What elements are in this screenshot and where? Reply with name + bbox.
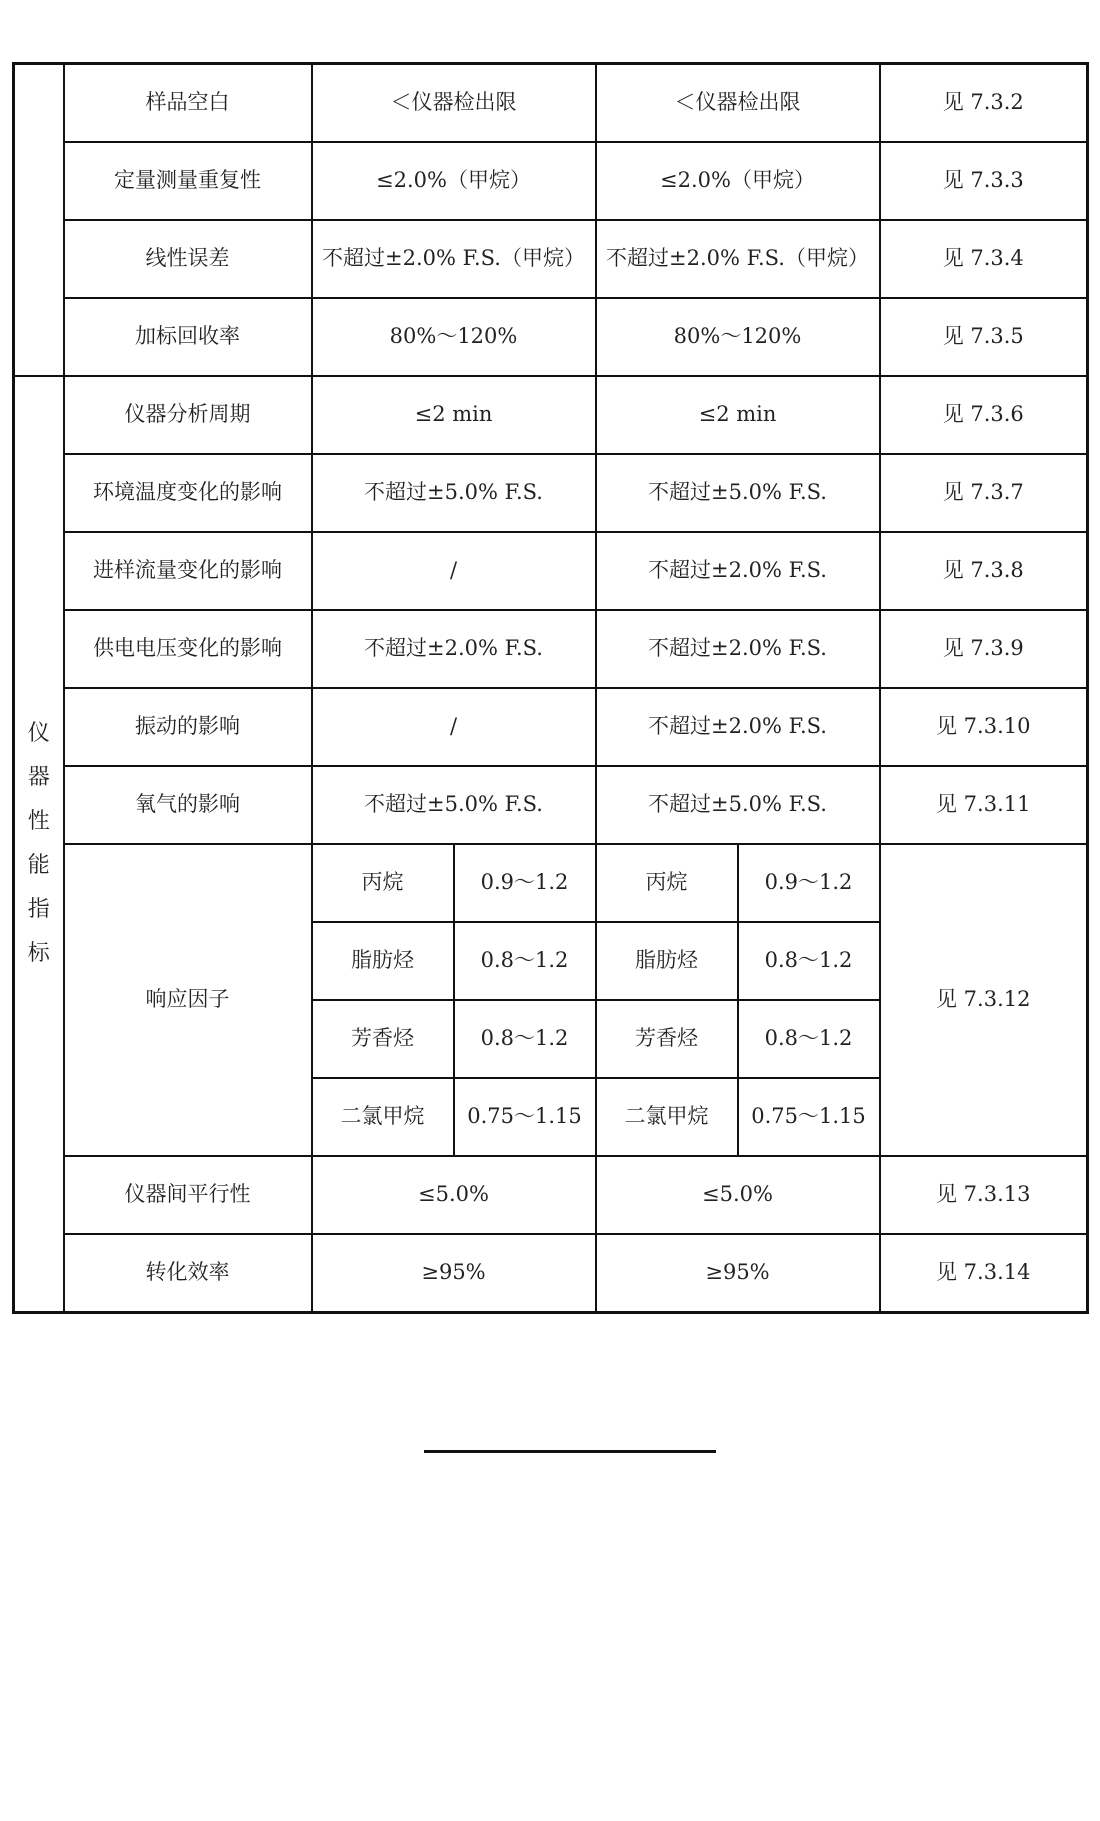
spec-b-cell: ＜仪器检出限	[596, 64, 880, 143]
spec-a-cell: ≥95%	[312, 1234, 596, 1313]
spec-b-cell: 不超过±2.0% F.S.	[596, 610, 880, 688]
table-row	[14, 376, 1088, 454]
ref-cell: 见 7.3.11	[880, 766, 1088, 844]
ref-cell: 见 7.3.13	[880, 1156, 1088, 1234]
spec-a-cell: ≤5.0%	[312, 1156, 596, 1234]
subitem-range-b: 0.75～1.15	[738, 1078, 880, 1156]
spec-b-cell: ≥95%	[596, 1234, 880, 1313]
item-cell: 加标回收率	[64, 298, 312, 376]
response-factor-label: 响应因子	[64, 844, 312, 1156]
group-label-char: 器	[27, 765, 50, 790]
ref-cell: 见 7.3.4	[880, 220, 1088, 298]
ref-cell: 见 7.3.14	[880, 1234, 1088, 1313]
subitem-range-a: 0.75～1.15	[454, 1078, 596, 1156]
spec-a-cell: 80%～120%	[312, 298, 596, 376]
group-label-char: 标	[27, 941, 50, 966]
item-cell: 定量测量重复性	[64, 142, 312, 220]
spec-table	[12, 62, 1089, 1314]
subitem-name-a: 脂肪烃	[312, 922, 454, 1000]
group-label-cell	[14, 376, 64, 1313]
spec-a-cell: ＜仪器检出限	[312, 64, 596, 143]
spec-a-cell: 不超过±5.0% F.S.	[312, 766, 596, 844]
group-label-char: 性	[27, 809, 50, 834]
spec-b-cell: 不超过±5.0% F.S.	[596, 766, 880, 844]
subitem-range-b: 0.8～1.2	[738, 1000, 880, 1078]
subitem-range-b: 0.9～1.2	[738, 844, 880, 922]
spec-a-cell: 不超过±5.0% F.S.	[312, 454, 596, 532]
spec-a-cell: ≤2.0%（甲烷）	[312, 142, 596, 220]
subitem-name-b: 丙烷	[596, 844, 738, 922]
table-row	[14, 454, 1088, 532]
spec-a-cell: 不超过±2.0% F.S.（甲烷）	[312, 220, 596, 298]
subitem-range-a: 0.9～1.2	[454, 844, 596, 922]
group-label-char: 仪	[27, 721, 50, 746]
spec-b-cell: ≤2 min	[596, 376, 880, 454]
subitem-range-b: 0.8～1.2	[738, 922, 880, 1000]
subitem-name-b: 脂肪烃	[596, 922, 738, 1000]
spec-b-cell: 不超过±2.0% F.S.	[596, 688, 880, 766]
spec-a-cell: ≤2 min	[312, 376, 596, 454]
item-cell: 进样流量变化的影响	[64, 532, 312, 610]
subitem-name-a: 二氯甲烷	[312, 1078, 454, 1156]
table-row	[14, 844, 1088, 922]
spec-b-cell: ≤2.0%（甲烷）	[596, 142, 880, 220]
ref-cell: 见 7.3.8	[880, 532, 1088, 610]
item-cell: 仪器间平行性	[64, 1156, 312, 1234]
spec-a-cell: 不超过±2.0% F.S.	[312, 610, 596, 688]
spec-a-cell: /	[312, 688, 596, 766]
group-label-cell-top	[14, 64, 64, 377]
subitem-range-a: 0.8～1.2	[454, 1000, 596, 1078]
ref-cell: 见 7.3.6	[880, 376, 1088, 454]
subitem-name-b: 二氯甲烷	[596, 1078, 738, 1156]
ref-cell: 见 7.3.2	[880, 64, 1088, 143]
item-cell: 样品空白	[64, 64, 312, 143]
table-row	[14, 688, 1088, 766]
item-cell: 振动的影响	[64, 688, 312, 766]
spec-b-cell: 不超过±5.0% F.S.	[596, 454, 880, 532]
response-factor-ref: 见 7.3.12	[880, 844, 1088, 1156]
table-row	[14, 298, 1088, 376]
subitem-name-a: 芳香烃	[312, 1000, 454, 1078]
group-label-vertical	[27, 712, 51, 976]
spec-b-cell: 不超过±2.0% F.S.	[596, 532, 880, 610]
group-label-char: 能	[27, 853, 50, 878]
table-row	[14, 220, 1088, 298]
group-label-char: 指	[27, 897, 50, 922]
item-cell: 转化效率	[64, 1234, 312, 1313]
table-row	[14, 610, 1088, 688]
subitem-name-a: 丙烷	[312, 844, 454, 922]
item-cell: 供电电压变化的影响	[64, 610, 312, 688]
subitem-name-b: 芳香烃	[596, 1000, 738, 1078]
table-row	[14, 532, 1088, 610]
document-end-line	[424, 1450, 716, 1453]
ref-cell: 见 7.3.10	[880, 688, 1088, 766]
item-cell: 氧气的影响	[64, 766, 312, 844]
table-row	[14, 142, 1088, 220]
item-cell: 仪器分析周期	[64, 376, 312, 454]
spec-b-cell: 不超过±2.0% F.S.（甲烷）	[596, 220, 880, 298]
spec-b-cell: 80%～120%	[596, 298, 880, 376]
item-cell: 线性误差	[64, 220, 312, 298]
spec-b-cell: ≤5.0%	[596, 1156, 880, 1234]
table-row	[14, 1156, 1088, 1234]
table-row	[14, 64, 1088, 143]
table-row	[14, 1234, 1088, 1313]
spec-a-cell: /	[312, 532, 596, 610]
ref-cell: 见 7.3.9	[880, 610, 1088, 688]
table-row	[14, 766, 1088, 844]
subitem-range-a: 0.8～1.2	[454, 922, 596, 1000]
ref-cell: 见 7.3.7	[880, 454, 1088, 532]
ref-cell: 见 7.3.5	[880, 298, 1088, 376]
ref-cell: 见 7.3.3	[880, 142, 1088, 220]
item-cell: 环境温度变化的影响	[64, 454, 312, 532]
